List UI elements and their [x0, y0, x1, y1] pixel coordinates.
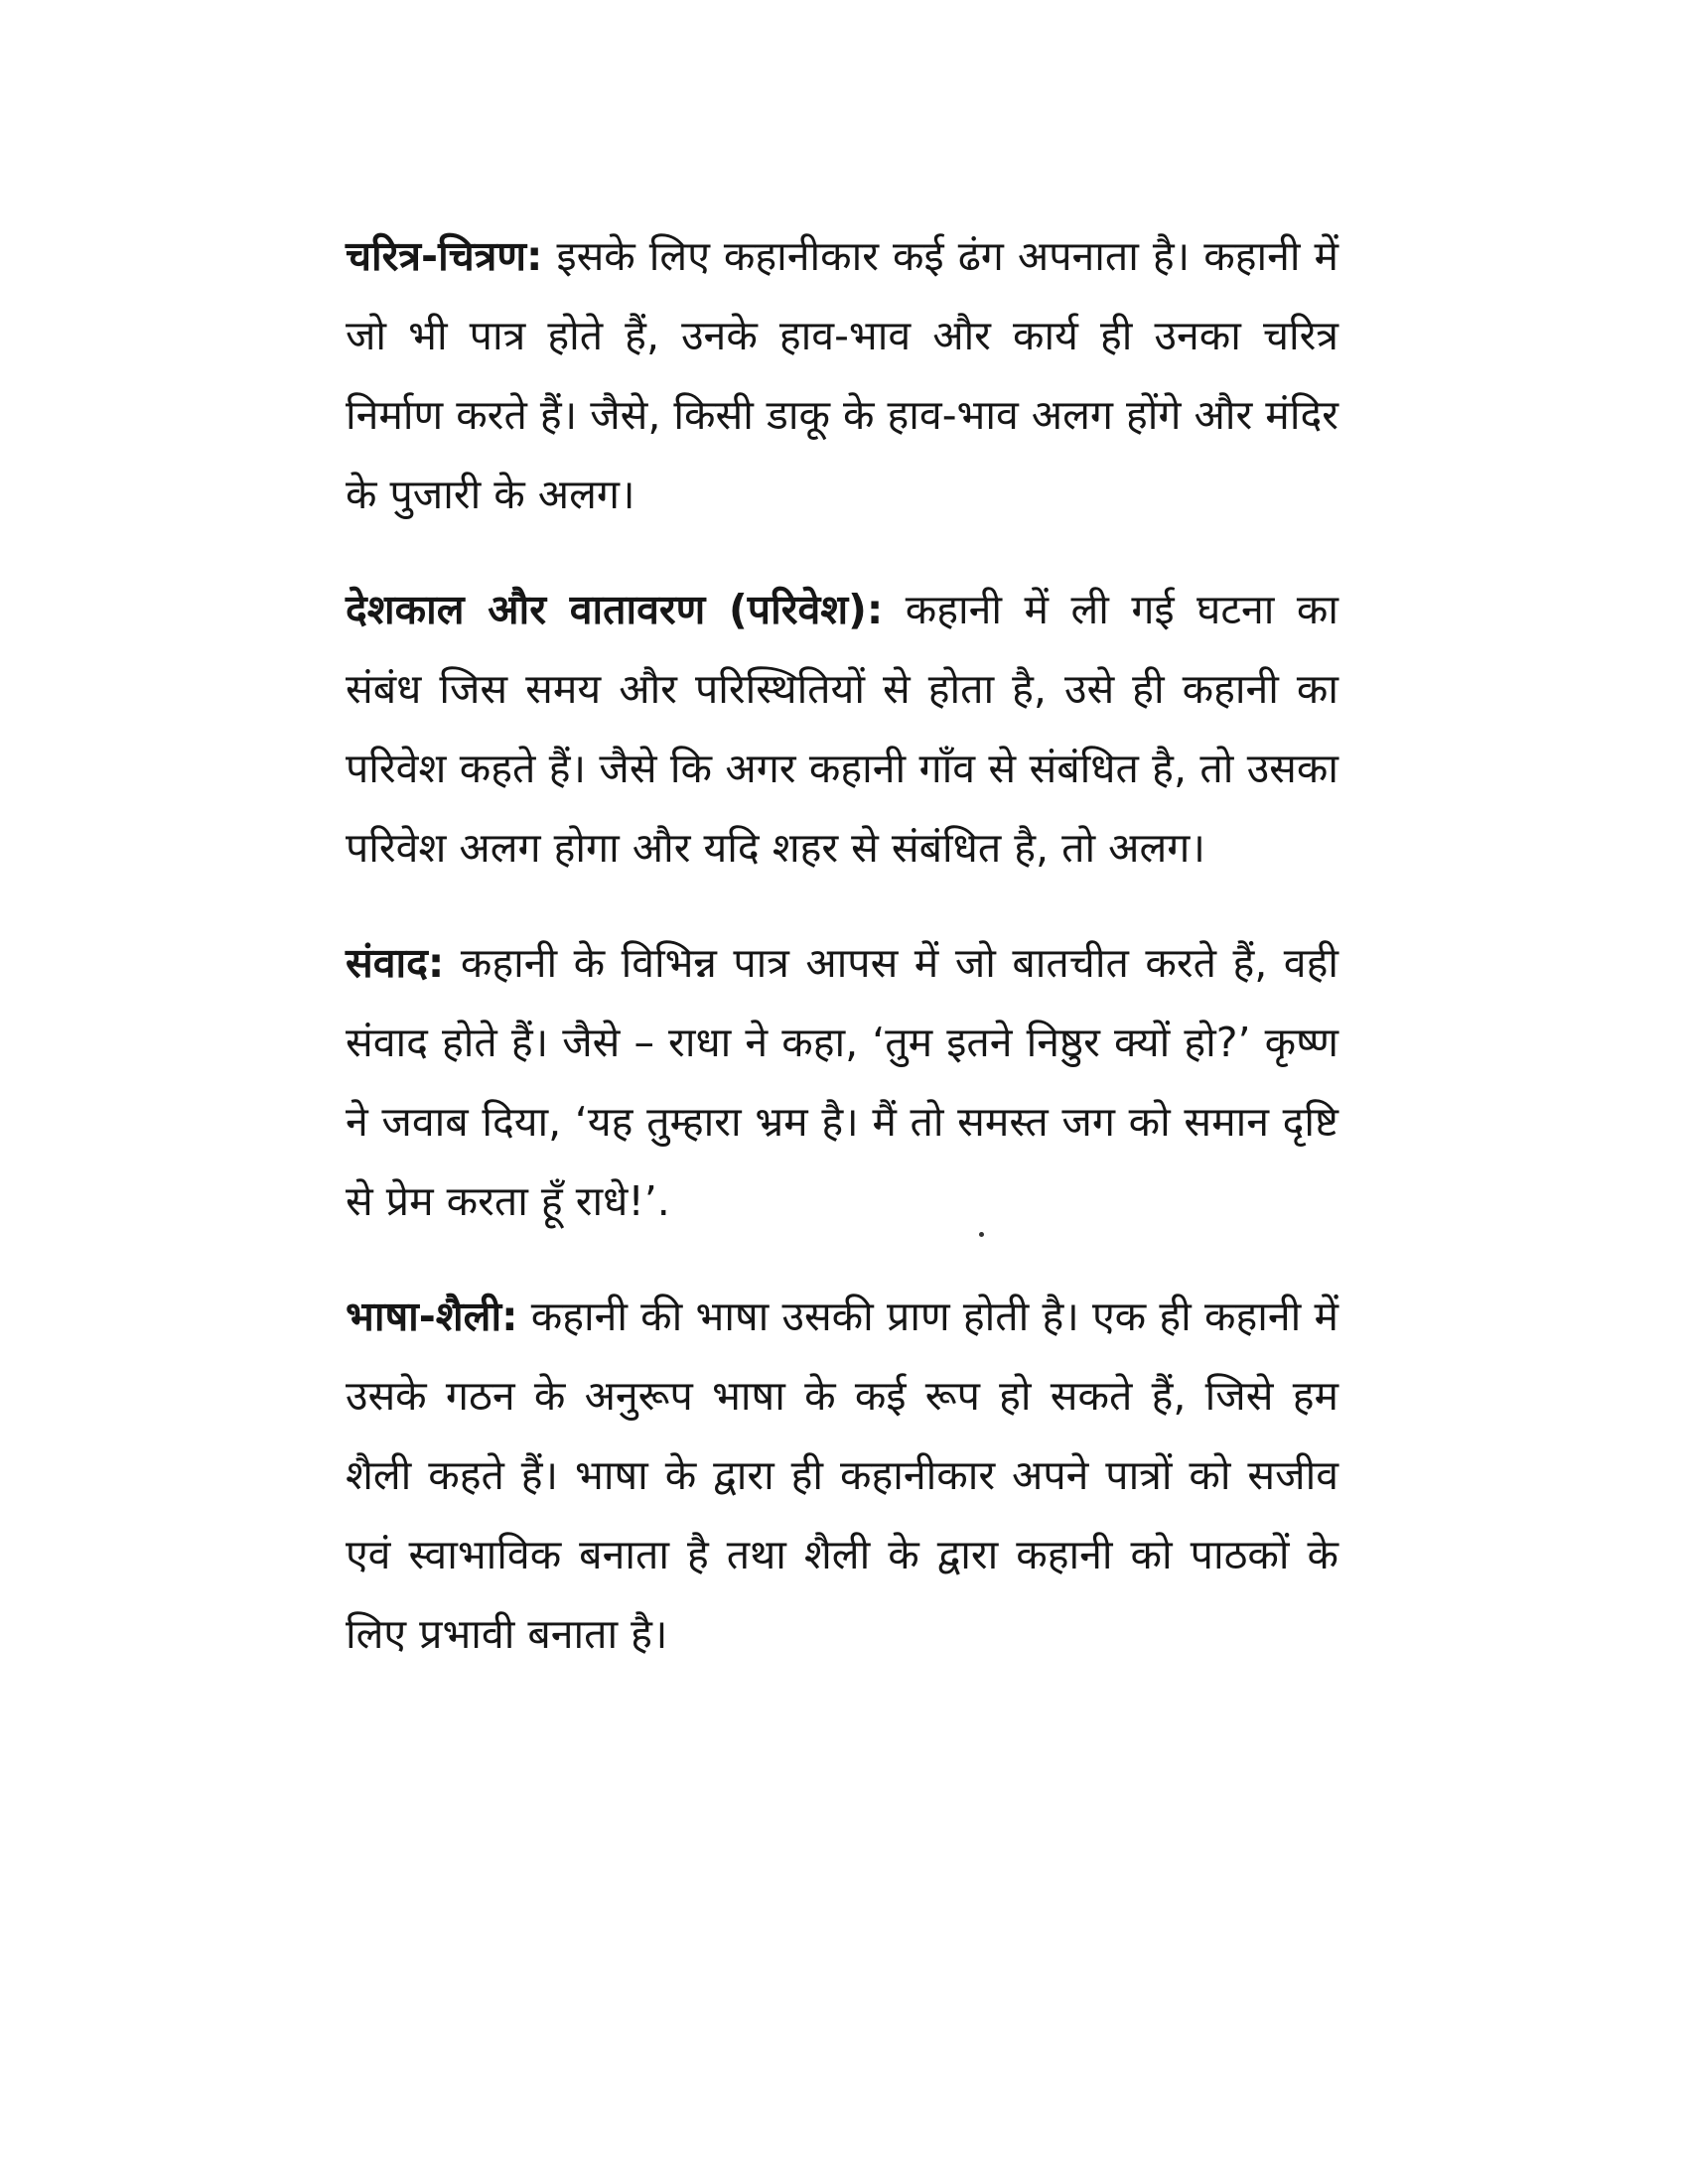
- paragraph-characterization: [346, 216, 1338, 534]
- paragraph-characterization-text: इसके लिए कहानीकार कई ढंग अपनाता है। कहानी में जो भी पात्र होते हैं, उनके हाव-भाव और कार्य ही उनका चरित्र निर्माण करते हैं। जैसे, किसी डाकू के हाव-भाव अलग होंगे और मंदिर के पुजारी के अलग।: [346, 232, 1338, 518]
- paragraph-language-style: [346, 1277, 1338, 1674]
- term-setting: देशकाल और वातावरण (परिवेश):: [346, 586, 884, 633]
- paragraph-dialogue-text: कहानी के विभिन्न पात्र आपस में जो बातचीत करते हैं, वही संवाद होते हैं। जैसे – राधा ने कहा, ‘तुम इतने निष्ठुर क्यों हो?’ कृष्ण ने जवाब दिया, ‘यह तुम्हारा भ्रम है। मैं तो समस्त जग को समान दृष्टि से प्रेम करता हूँ राधे!’.: [346, 939, 1338, 1225]
- paragraph-language-style-text: कहानी की भाषा उसकी प्राण होती है। एक ही कहानी में उसके गठन के अनुरूप भाषा के कई रूप हो सकते हैं, जिसे हम शैली कहते हैं। भाषा के द्वारा ही कहानीकार अपने पात्रों को सजीव एवं स्वाभाविक बनाता है तथा शैली के द्वारा कहानी को पाठकों के लिए प्रभावी बनाता है।: [346, 1293, 1338, 1658]
- paragraph-dialogue: [346, 923, 1338, 1241]
- term-characterization: चरित्र-चित्रण:: [346, 232, 543, 280]
- text-body: [346, 216, 1338, 1709]
- scan-speck: [979, 1232, 984, 1237]
- paragraph-setting: [346, 570, 1338, 887]
- term-language-style: भाषा-शैली:: [346, 1293, 518, 1340]
- term-dialogue: संवाद:: [346, 939, 445, 987]
- paragraph-setting-text: कहानी में ली गई घटना का संबंध जिस समय और परिस्थितियों से होता है, उसे ही कहानी का परिवेश कहते हैं। जैसे कि अगर कहानी गाँव से संबंधित है, तो उसका परिवेश अलग होगा और यदि शहर से संबंधित है, तो अलग।: [346, 586, 1338, 872]
